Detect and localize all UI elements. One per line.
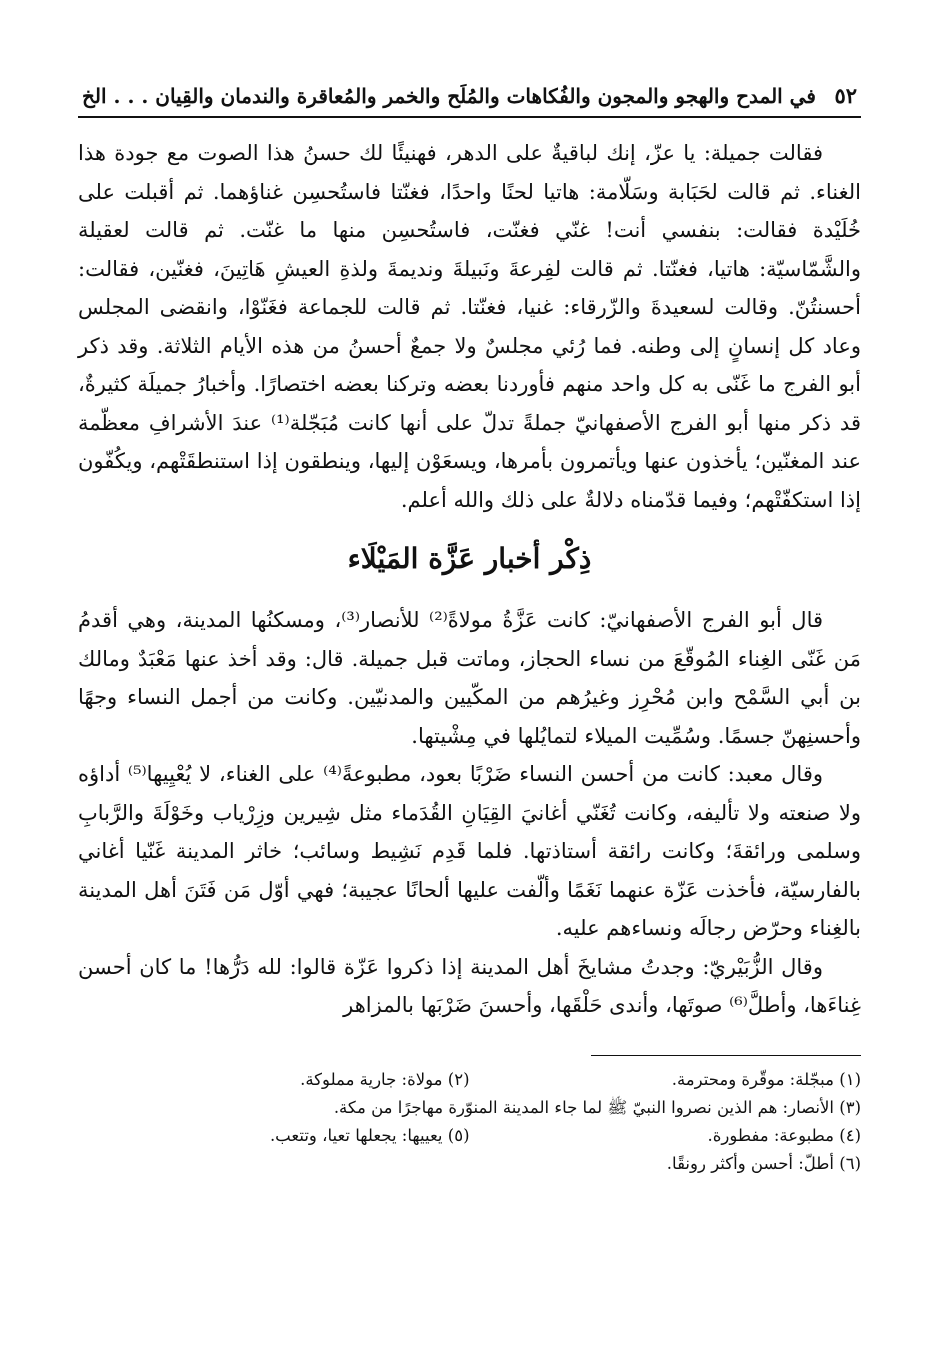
footnote-row bbox=[78, 1094, 861, 1122]
footnote-5: (٥) يعييها: يجعلها تعيا، وتتعب. bbox=[269, 1125, 470, 1145]
footnote-2: (٢) مولاة: جارية مملوكة. bbox=[300, 1069, 470, 1089]
footnote-1: (١) مبجّلة: موقّرة ومحترمة. bbox=[671, 1069, 861, 1089]
page-header bbox=[78, 82, 861, 116]
paragraph-azza-intro: قال أبو الفرج الأصفهانيّ: كانت عَزَّةُ مولاةً⁽²⁾ للأنصار⁽³⁾، ومسكنُها المدينة، وهي أقدمُ مَن غَنّى الغِناء المُوقّعَ من نساء الحجاز، وماتت قبل جميلة. قال: وقد أخذ عنها مَعْبَدٌ ومالك بن أبي السَّمْح وابن مُحْرِز وغيرُهم من المكّيين والمدنيّين. وكانت من أجمل النساء وجهًا وأحسنِهنّ جسمًا. وسُمِّيت الميلاء لتمايُلها في مِشْيتها. bbox=[78, 608, 861, 748]
footnote-row bbox=[78, 1150, 861, 1178]
footnote-4: (٤) مطبوعة: مفطورة. bbox=[707, 1125, 861, 1145]
section-heading: ذِكْر أخبار عَزَّة المَيْلَاء bbox=[347, 542, 592, 575]
page-number: ٥٢ bbox=[834, 83, 857, 108]
footnote-6: (٦) أطلّ: أحسن وأكثر رونقًا. bbox=[666, 1153, 861, 1173]
footnotes bbox=[78, 1066, 861, 1178]
footnote-row bbox=[78, 1066, 861, 1094]
paragraph-mabad-account: وقال معبد: كانت من أحسن النساء ضَرْبًا بعود، مطبوعةً⁽⁴⁾ على الغناء، لا يُعْيِيها⁽⁵⁾ أداؤه ولا صنعته ولا تأليفه، وكانت تُغَنّي أغانيَ القِيَانِ القُدَماء مثل شِيرين وزِرْياب وخَوْلَةَ والرَّبابِ وسلمى ورائقةَ؛ وكانت رائقة أستاذتها. فلما قَدِم نَشِيط وسائب؛ خاثر المدينة غَنّيا أغاني بالفارسيّة، فأخذت عَزّة عنهما نَغَمًا وألّفت عليها ألحانًا عجيبة؛ فهي أوّل مَن فَتَنَ أهل المدينة بالغِناء وحرّض رجالَه ونساءهم عليه. bbox=[78, 762, 861, 940]
running-title: في المدح والهجو والمجون والفُكاهات والمُلَح والخمر والمُعاقرة والندمان والقِيان . . . الخ bbox=[82, 84, 816, 108]
footnote-row bbox=[78, 1122, 861, 1150]
paragraph-zubayri-account: وقال الزُّبَيْريّ: وجدتُ مشايخَ أهل المدينة إذا ذكروا عَزّة قالوا: لله دَرُّها! ما كان أحسن غِناءَها، وأطلَّ⁽⁶⁾ صوتَها، وأندى حَلْقَها، وأحسنَ ضَرْبَها بالمزاهر bbox=[78, 954, 861, 1017]
footnote-3: (٣) الأنصار: هم الذين نصروا النبيّ ﷺ لما جاء المدينة المنوّرة مهاجرًا من مكة. bbox=[333, 1097, 861, 1117]
header-rule bbox=[78, 116, 861, 118]
footnote-rule bbox=[591, 1055, 861, 1056]
paragraph-jamila-gathering: فقالت جميلة: يا عزّ، إنك لباقيةٌ على الدهر، فهنيئًا لك حسنُ هذا الصوت مع جودة هذا الغناء. ثم قالت لحَبَابة وسَلّامة: هاتيا لحنًا واحدًا، فغنّتا فاستُحسِن غناؤهما. ثم أقبلت على خُلَيْدة فقالت: بنفسي أنت! غنّي فغنّت، فاستُحسِن منها ما غنّت. ثم قالت لعقيلة والشَّمّاسيّة: هاتيا، فغنّتا. ثم قالت لفِرعةَ ونَبيلةَ ونديمةَ ولذةِ العيشِ هَاتِينَ، فغنّين، فقالت: أحسنتُنّ. وقالت لسعيدةَ والزّرقاء: غنيا، فغنّتا. ثم قالت للجماعة فغَنّوْا، وانقضى المجلس وعاد كل إنسانٍ إلى وطنه. فما رُئي مجلسٌ ولا جمعٌ أحسنُ من هذه الأيام الثلاثة. وقد ذكر أبو الفرج ما غَنّى به كل واحد منهم فأوردنا بعضه وتركنا بعضه اختصارًا. وأخبارُ جميلَة كثيرةٌ، قد ذكر منها أبو الفرج الأصفهانيّ جملةً تدلّ على أنها كانت مُبَجّلة⁽¹⁾ عندَ الأشرافِ معظّمة عند المغنّين؛ يأخذون عنها ويأتمرون بأمرها، ويسعَوْن إليها، وينطقون إذا استنطقَتْهم، ويكُفّون إذا استكفّتْهم؛ وفيما قدّمناه دلالةٌ على ذلك والله أعلم. bbox=[78, 141, 861, 512]
